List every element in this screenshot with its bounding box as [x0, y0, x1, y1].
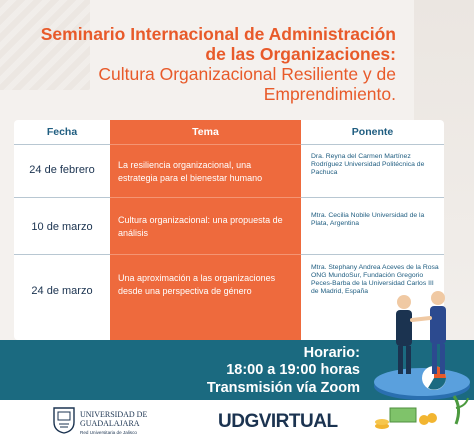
udg-network: Red Universitaria de Jalisco	[80, 430, 137, 435]
page-title	[14, 24, 396, 104]
header-fecha: Fecha	[46, 126, 78, 138]
title-line-3: Cultura Organizacional Resiliente y de	[98, 64, 396, 84]
row-divider	[110, 197, 301, 198]
row1-fecha: 24 de febrero	[29, 164, 95, 176]
row2-fecha: 10 de marzo	[31, 221, 93, 233]
title-line-4: Emprendimiento.	[263, 84, 396, 104]
horario-stream: Transmisión vía Zoom	[206, 380, 360, 396]
horario-time: 18:00 a 19:00 horas	[226, 362, 360, 378]
row3-tema: Una aproximación a las organizaciones desde una perspectiva de género	[118, 273, 276, 296]
row-divider	[110, 144, 301, 145]
row3-ponente: Mtra. Stephany Andrea Aceves de la Rosa ONG MundoSur, Fundación Gregorio Peces-Barba de la Universidad Carlos III de Madrid, España	[311, 264, 439, 295]
header-tema: Tema	[192, 126, 219, 138]
horario-label: Horario:	[303, 345, 360, 361]
row2-tema: Cultura organizacional: una propuesta de análisis	[118, 215, 283, 238]
udg-name-line2: GUADALAJARA	[80, 419, 140, 428]
header-ponente: Ponente	[351, 126, 394, 138]
udg-name	[80, 410, 170, 428]
udg-seal-icon	[52, 406, 76, 434]
udgvirtual-logo: UDGVIRTUAL	[218, 411, 338, 432]
udg-name-line1: UNIVERSIDAD DE	[80, 410, 148, 419]
title-line-1: Seminario Internacional de Administración	[40, 24, 396, 44]
business-handshake-illustration	[362, 268, 474, 444]
row3-fecha: 24 de marzo	[31, 285, 93, 297]
row1-ponente: Dra. Reyna del Carmen Martínez Rodríguez Universidad Politécnica de Pachuca	[311, 153, 425, 176]
row1-tema: La resiliencia organizacional, una estrategia para el bienestar humano	[118, 160, 263, 183]
row2-ponente: Mtra. Cecilia Nobile Universidad de la Plata, Argentina	[311, 212, 425, 227]
row-divider	[110, 254, 301, 255]
title-line-2: de las Organizaciones:	[205, 44, 396, 64]
